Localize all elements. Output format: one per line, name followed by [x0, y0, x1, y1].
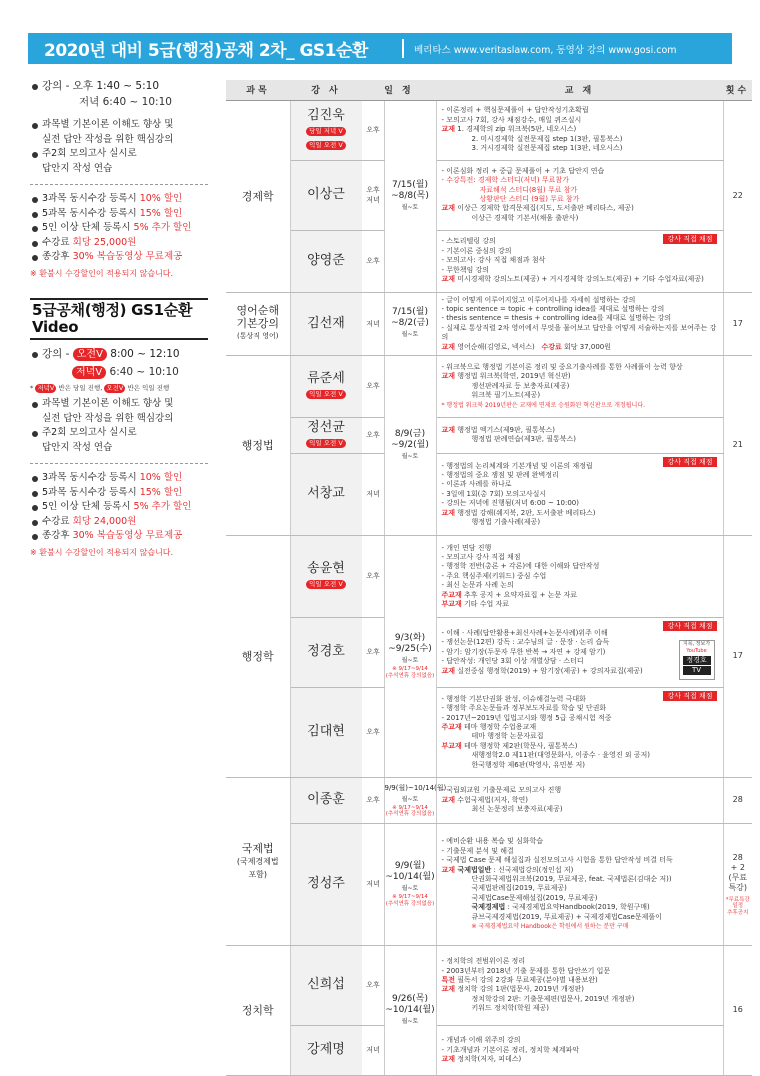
subject-cell: 국제법 (국제경제법 포함)	[226, 777, 290, 945]
review-item: 종강후 30% 복습동영상 무료제공	[30, 250, 208, 265]
count-cell: 21	[723, 355, 752, 535]
materials-cell: - 예비순환 내용 복습 및 심화학습 - 기출문제 분석 및 해결 - 국제법 Case 문제 해설집과 실전모의고사 시험을 통한 답안작성 비결 터득 교재 국제법일반 : 신국제법강의(정인섭 저) 단권화국제법워크북(2019, 무료제공, feat. 국제법론(김대순 저)) 국제법판례집(2019, 무료제공) 국제법Case문제해설집(2019, 무료제공) 국제경제법 : 국제경제법요약Handbook(2019, 학원구매) 큐브국제경제법(2019, 무료제공) + 국제경제법Case문제풀이 ※ 국제경제법요약 Handbook은 학원에서 원하는 분만 구매	[436, 823, 723, 945]
col-materials: 교 재	[436, 80, 723, 100]
instructor-cell: 정성주	[290, 823, 362, 945]
refund-note: ※ 환불시 수강할인이 적용되지 않습니다.	[30, 547, 174, 557]
subject-cell: 영어순해 기본강의 (통상직 영어)	[226, 292, 290, 355]
materials-cell: 강사 직접 채점 - 스토리텔링 강의 - 기본이론 중심의 강의 - 모의고사: 강사 직접 채점과 첨삭 - 무한책임 강의 교재 미시경제학 강의노트(제공) + 거시경제학 강의노트(제공) + 기타 수업자료(제공)	[436, 230, 723, 292]
table-row	[226, 823, 752, 945]
instructor-cell: 이상근	[290, 160, 362, 230]
date-cell: 9/9(월)~10/14(월) 월~토 ※ 9/17~9/14 (추석연휴 강의없음)	[384, 777, 436, 823]
youtube-channel-icon: 지목, 정보가 YouTube 정경호 TV	[679, 640, 715, 680]
instructor-cell: 김대현	[290, 687, 362, 777]
instructor-cell: 송윤현 익일 오전 V	[290, 535, 362, 617]
table-row	[226, 1025, 752, 1075]
col-schedule: 일 정	[362, 80, 436, 100]
instructor-cell: 김진욱 당일 저녁 V 익일 오전 V	[290, 100, 362, 160]
table-row	[226, 417, 752, 453]
instructor-cell: 이종훈	[290, 777, 362, 823]
grading-badge: 강사 직접 채점	[663, 234, 716, 244]
instructor-cell: 류준세 익일 오전 V	[290, 355, 362, 417]
video-lecture-time: 강의 - 오전V 8:00 ~ 12:10	[30, 346, 208, 362]
subject-cell: 경제학	[226, 100, 290, 292]
divider	[30, 463, 208, 464]
desc-item: 주2회 모의고사 실시로 답안지 작성 연습	[30, 147, 208, 176]
refund-note: ※ 환불시 수강할인이 적용되지 않습니다.	[30, 268, 174, 278]
table-row	[226, 292, 752, 355]
date-cell: 9/9(월) ~10/14(월) 월~토 ※ 9/17~9/14 (추석연휴 강의없음)	[384, 823, 436, 945]
count-cell: 22	[723, 100, 752, 292]
table-row	[226, 355, 752, 417]
video-note: * 저녁V 반은 당일 진행, 오전V 반은 익일 진행	[30, 384, 170, 392]
date-cell: 7/15(월) ~8/8(목) 월~토	[384, 100, 436, 292]
date-cell: 9/26(목) ~10/14(월) 월~토	[384, 945, 436, 1075]
time-cell: 오후	[362, 230, 384, 292]
video-lecture-time-evening: 저녁V 6:40 ~ 10:10	[30, 364, 208, 380]
instructor-cell: 정경호	[290, 617, 362, 687]
header-banner	[28, 33, 732, 64]
grading-badge: 강사 직접 채점	[663, 621, 716, 631]
table-row	[226, 230, 752, 292]
instructor-cell: 신희섭	[290, 945, 362, 1025]
review-item: 종강후 30% 복습동영상 무료제공	[30, 529, 208, 544]
desc-item: 과목별 기본이론 이해도 향상 및 실전 답안 작성을 위한 핵심강의	[30, 118, 208, 147]
divider	[30, 184, 208, 185]
fee-item: 수강료 회당 25,000원	[30, 236, 208, 251]
sidebar-offline	[30, 78, 208, 279]
time-cell: 저녁	[362, 1025, 384, 1075]
time-cell: 오후	[362, 945, 384, 1025]
video-section-title: 5급공채(행정) GS1순환 Video	[30, 298, 208, 340]
time-cell: 저녁	[362, 292, 384, 355]
time-cell: 오후 저녁	[362, 160, 384, 230]
count-cell: 17	[723, 535, 752, 777]
discount-item: 5과목 동시수강 등록시 15% 할인	[30, 486, 208, 501]
materials-cell: 강사 직접 채점 - 행정학 기본단권화 완성, 이슈해결능력 극대화 - 행정학 주요논문들과 정부보도자료를 학습 및 단권화 - 2017년~2019년 입법고시와 행정 5급 공채시험 적중 주교재 테마 행정학 수업용교재 테마 행정학 논문자료집 부교재 테마 행정학 제2판(학문사, 필통북스) 새행정학2.0 제11판(대영문화사, 이종수 · 윤영진 외 공저) 한국행정학 제6판(박영사, 유민봉 저)	[436, 687, 723, 777]
subject-cell: 행정법	[226, 355, 290, 535]
lecture-time: 강의 - 오후 1:40 ~ 5:10	[30, 78, 208, 94]
count-cell: 28	[723, 777, 752, 823]
table-row	[226, 160, 752, 230]
fee-item: 수강료 회당 24,000원	[30, 515, 208, 530]
date-cell: 9/3(화) ~9/25(수) 월~토 ※ 9/17~9/14 (추석연휴 강의없음)	[384, 535, 436, 777]
discount-item: 3과목 동시수강 등록시 10% 할인	[30, 192, 208, 207]
header-subtitle: 베리타스 www.veritaslaw.com, 동영상 강의 www.gosi.com	[414, 44, 677, 56]
header-divider	[402, 39, 404, 58]
subject-cell: 정치학	[226, 945, 290, 1075]
instructor-cell: 김선재	[290, 292, 362, 355]
discount-item: 5인 이상 단체 등록시 5% 추가 할인	[30, 500, 208, 515]
table-row	[226, 453, 752, 535]
table-header-row	[226, 80, 752, 100]
time-cell: 저녁	[362, 453, 384, 535]
grading-badge: 강사 직접 채점	[663, 457, 716, 467]
materials-cell: - 이론정리 + 핵심문제풀이 + 답안작성기초확립 - 모의고사 7회, 강사 채점강수, 매일 퀴즈실시 교재 1. 경제학의 zip 워크북(5판, 네오시스) 2. 미시경제학 실전문제집 step 1(3판, 필통북스) 3. 거시경제학 실전문제집 step 1(3판, 네오시스)	[436, 100, 723, 160]
discount-item: 3과목 동시수강 등록시 10% 할인	[30, 471, 208, 486]
count-cell: 16	[723, 945, 752, 1075]
sidebar-video	[30, 298, 208, 558]
table-row	[226, 100, 752, 160]
time-cell: 오후	[362, 100, 384, 160]
subject-cell: 행정학	[226, 535, 290, 777]
instructor-cell: 서창교	[290, 453, 362, 535]
lecture-time-evening: 저녁 6:40 ~ 10:10	[79, 96, 172, 108]
count-cell: 17	[723, 292, 752, 355]
discount-item: 5과목 동시수강 등록시 15% 할인	[30, 207, 208, 222]
materials-cell: - 워크북으로 행정법 기본이론 정리 및 중요기출사례를 통한 사례풀이 능력 향상 교재 행정법 워크북(학연, 2019년 혁신판) 쟁선판례자료 등 보충자료(제공) 워크북 필기노트(제공) * 행정법 워크북 2019년판은 교재에 면제로 승원화된 혁신판으로 개정됩니다.	[436, 355, 723, 417]
time-cell: 저녁	[362, 823, 384, 945]
materials-cell: 교재 행정법 엑기스(제9판, 필통북스) 행정법 판례연습(제3판, 필통북스)	[436, 417, 723, 453]
materials-cell: - 이론심화 정리 + 중급 문제풀이 + 기초 답안지 연습 - 수강특전: 경제학 스터디(저녁) 무료참가 자료해석 스터디(8월) 무료 참가 상황판단 스터디 (9월) 무료 참가 교재 이상근 경제학 합격문제집(지도, 도서출판 베리타스, 제공) 이상근 경제학 기본서(채움 출판사)	[436, 160, 723, 230]
grading-badge: 강사 직접 채점	[663, 691, 716, 701]
discount-item: 5인 이상 단체 등록시 5% 추가 할인	[30, 221, 208, 236]
time-cell: 오후	[362, 417, 384, 453]
time-cell: 오후	[362, 535, 384, 617]
materials-cell: - 글이 어떻게 이루어지었고 이루어지나를 자세히 설명하는 강의 - topic sentence = topic + controlling idea를 제대로 설명하는 강의 - thesis sentence = thesis + controlling idea를 제대로 설명하는 강의 - 실제로 통상직렬 2차 영어에서 무엇을 물어보고 답안을 어떻게 서술하는지를 보여주는 강의 교재 영어순해(김영로, 넥서스) 수강료 회당 37,000원	[436, 292, 723, 355]
materials-cell: - 개념과 이해 위주의 강의 - 기초개념과 기본이론 정리, 정치학 체계파악 교재 정치학(저자, 피데스)	[436, 1025, 723, 1075]
schedule-table	[226, 80, 752, 1076]
table-row	[226, 617, 752, 687]
desc-item: 과목별 기본이론 이해도 향상 및 실전 답안 작성을 위한 핵심강의	[30, 397, 208, 426]
col-count: 횟수	[723, 80, 752, 100]
time-cell: 오후	[362, 687, 384, 777]
date-cell: 8/9(금) ~9/2(월) 월~토	[384, 355, 436, 535]
instructor-cell: 강제명	[290, 1025, 362, 1075]
instructor-cell: 양영준	[290, 230, 362, 292]
materials-cell: - 국립외교원 기출문제로 모의고사 진행 교재 수험국제법(저자, 학연) 최신 논문정리 보충자료(제공)	[436, 777, 723, 823]
materials-cell: 강사 직접 채점 - 행정법의 논리체계와 기본개념 및 이론의 재정립 - 행정법의 중요 쟁점 및 판례 완벽정리 - 이론과 사례를 하나로 - 3일에 1회(총 7회) 모의고사실시 - 강의는 저녁에 진행됨(저녁 6:00 ~ 10:00) 교재 행정법 강해(쉐지북, 2판, 도서출판 베리타스) 행정법 기출사례(제공)	[436, 453, 723, 535]
time-cell: 오후	[362, 617, 384, 687]
table-row	[226, 687, 752, 777]
desc-item: 주2회 모의고사 실시로 답안지 작성 연습	[30, 426, 208, 455]
count-cell: 28 + 2 (무료 특강) *무료특강 일정 추후공지	[723, 823, 752, 945]
table-row	[226, 777, 752, 823]
page-title: 2020년 대비 5급(행정)공채 2차_ GS1순환	[44, 41, 368, 61]
materials-cell: - 개인 면담 진행 - 모의고사 강사 직접 채점 - 행정학 전반(총론 + 각론)에 대한 이해와 답안작성 - 주요 핵심주제(키워드) 중심 수업 - 최신 논문과 사례 논의 주교재 추후 공지 + 요약자료집 + 논문 자료 부교재 기타 수업 자료	[436, 535, 723, 617]
time-cell: 오후	[362, 355, 384, 417]
time-cell: 오후	[362, 777, 384, 823]
table-row	[226, 945, 752, 1025]
date-cell: 7/15(월) ~8/2(금) 월~토	[384, 292, 436, 355]
table-row	[226, 535, 752, 617]
instructor-cell: 정선균 익일 오전 V	[290, 417, 362, 453]
col-subject: 과목	[226, 80, 290, 100]
col-instructor: 강 사	[290, 80, 362, 100]
materials-cell: 강사 직접 채점 지목, 정보가 YouTube 정경호 TV - 이해 · 사례(답안활용+최신사례+논문사례)위주 이해 - 쟁선논문(12편) 강독 : 교수님의 글 · 문장 · 논리 습득 - 암기: 암기장(두문자 무한 반복 → 자연 + 강제 암기) - 답안작성: 개인당 3회 이상 개별상담 · 스터디 교재 실전중심 행정학(2019) + 암기장(제공) + 강의자료집(제공)	[436, 617, 723, 687]
materials-cell: - 정치학의 전범위이론 정리 - 2003년부터 2018년 기출 문제를 통한 답안쓰기 입문 특전 필독서 강의 2강좌 무료제공(분야별 내용보완) 교재 정치학 강의 1판(법문사, 2019년 개정판) 정치학강의 2판: 기출문제편(법문사, 2019년 개정판) 키워드 정치학(학원 제공)	[436, 945, 723, 1025]
